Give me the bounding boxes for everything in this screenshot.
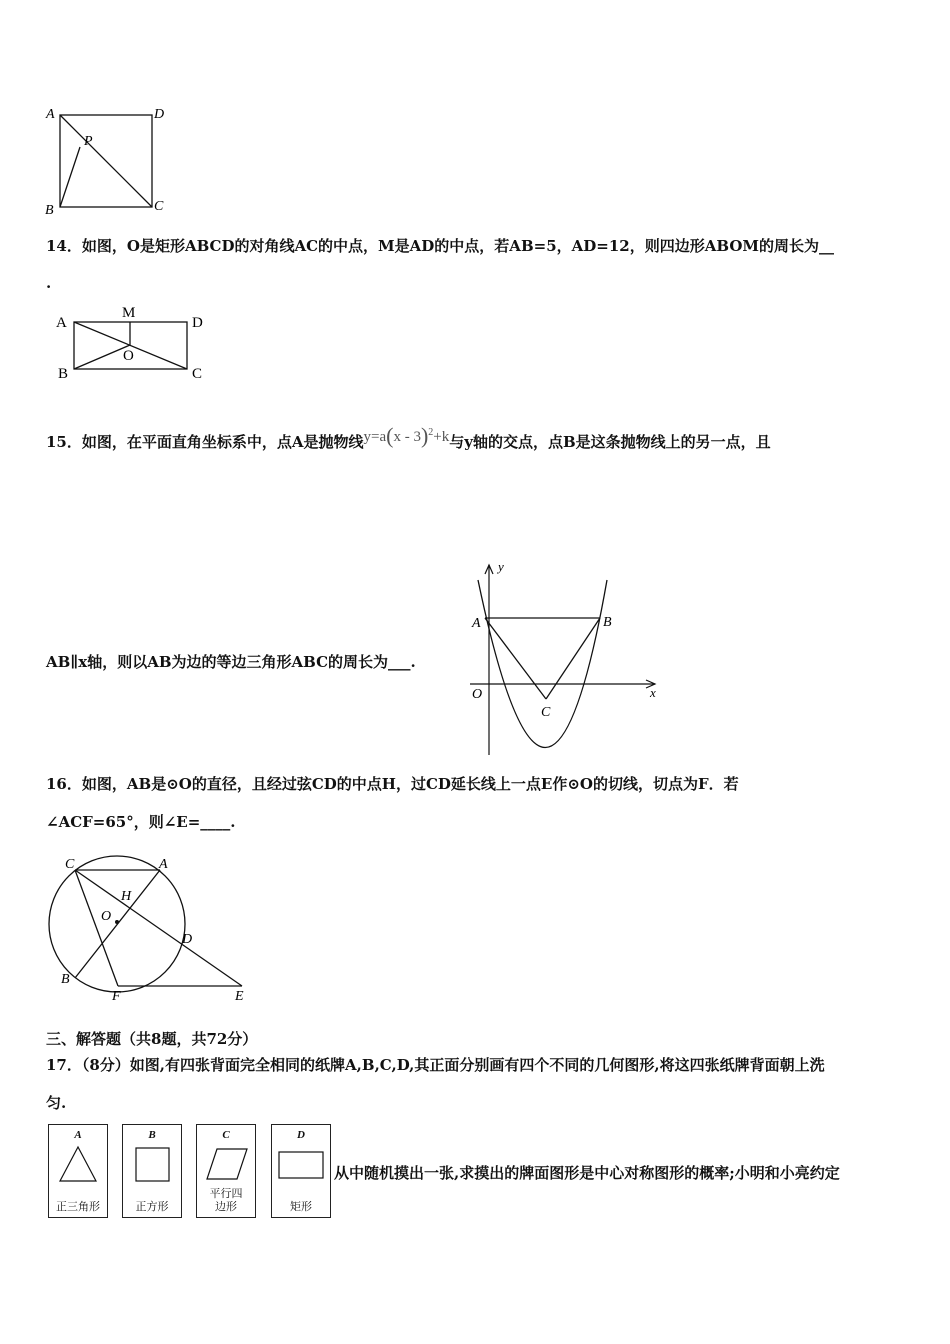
label-x: x [650, 685, 656, 700]
label-y: y [498, 559, 504, 574]
label-H: H [121, 889, 132, 904]
question-17-text-b: 匀. [46, 1094, 67, 1112]
card-b-letter: B [148, 1129, 156, 1141]
label-B: B [45, 203, 54, 218]
label-A: A [159, 857, 168, 872]
question-15-text-b: 与y轴的交点，点B是这条抛物线上的另一点，且 [449, 433, 771, 451]
label-A: A [46, 107, 55, 122]
label-O: O [472, 687, 483, 702]
section-3-title: 三、解答题（共8题，共72分） [46, 1030, 258, 1048]
question-15-text [46, 423, 771, 453]
formula-part-b: x - 3 [393, 429, 421, 445]
question-14-continuation: . [46, 274, 52, 292]
question-14-text: 14．如图，O是矩形ABCD的对角线AC的中点，M是AD的中点，若AB=5，AD=12，则四边形ABOM的周长为__ [46, 237, 834, 255]
label-D: D [182, 932, 193, 947]
label-B: B [603, 615, 612, 630]
label-C: C [192, 366, 203, 382]
label-A: A [56, 315, 67, 331]
formula-part-a: y=a [363, 429, 387, 445]
question-17-text-a: 17．（8分）如图,有四张背面完全相同的纸牌A,B,C,D,其正面分别画有四个不同的几何图形,将这四张纸牌背面朝上洗 [46, 1056, 825, 1074]
question-15-text-a: 15．如图，在平面直角坐标系中，点A是抛物线 [46, 433, 364, 451]
label-D: D [154, 107, 165, 122]
card-c-letter: C [222, 1129, 230, 1141]
parabola-figure [460, 555, 670, 760]
question-16-text-b: ∠ACF=65°，则∠E=____. [46, 813, 236, 831]
rectangle-abcd-figure [50, 300, 220, 385]
triangle-icon [58, 1145, 98, 1185]
card-d [271, 1124, 331, 1218]
label-O: O [101, 909, 112, 924]
parallelogram-icon [205, 1147, 249, 1183]
card-d-letter: D [297, 1129, 305, 1141]
card-a-letter: A [74, 1129, 82, 1141]
card-c [196, 1124, 256, 1218]
label-A: A [472, 616, 481, 631]
label-F: F [112, 989, 121, 1004]
square-icon [135, 1147, 171, 1183]
rectangle-icon [278, 1151, 326, 1181]
label-C: C [541, 705, 551, 720]
question-15-text-c: AB∥x轴，则以AB为边的等边三角形ABC的周长为___. [46, 653, 416, 671]
label-B: B [61, 972, 70, 987]
label-M: M [122, 305, 136, 321]
label-B: B [58, 366, 69, 382]
card-c-name: 平行四边形 [209, 1187, 243, 1213]
label-E: E [235, 989, 244, 1004]
question-16-text-a: 16．如图，AB是⊙O的直径，且经过弦CD的中点H，过CD延长线上一点E作⊙O的切线，切点为F．若 [46, 775, 739, 793]
card-a-name: 正三角形 [56, 1200, 100, 1213]
label-D: D [192, 315, 203, 331]
circle-figure [45, 850, 260, 1005]
square-abcd-figure [40, 100, 180, 220]
card-d-name: 矩形 [290, 1200, 312, 1213]
parabola-formula: y=a(x - 3)$^2$+k [363, 423, 450, 448]
card-b-name: 正方形 [135, 1200, 169, 1213]
label-P: P [84, 134, 93, 149]
card-a [48, 1124, 108, 1218]
question-17-text-c: 从中随机摸出一张,求摸出的牌面图形是中心对称图形的概率;小明和小亮约定 [334, 1164, 840, 1182]
card-b [122, 1124, 182, 1218]
formula-part-c: +k [433, 429, 450, 445]
formula-exponent: 2 [428, 427, 434, 438]
label-O: O [123, 348, 134, 364]
label-C: C [154, 199, 164, 214]
label-C: C [65, 857, 75, 872]
